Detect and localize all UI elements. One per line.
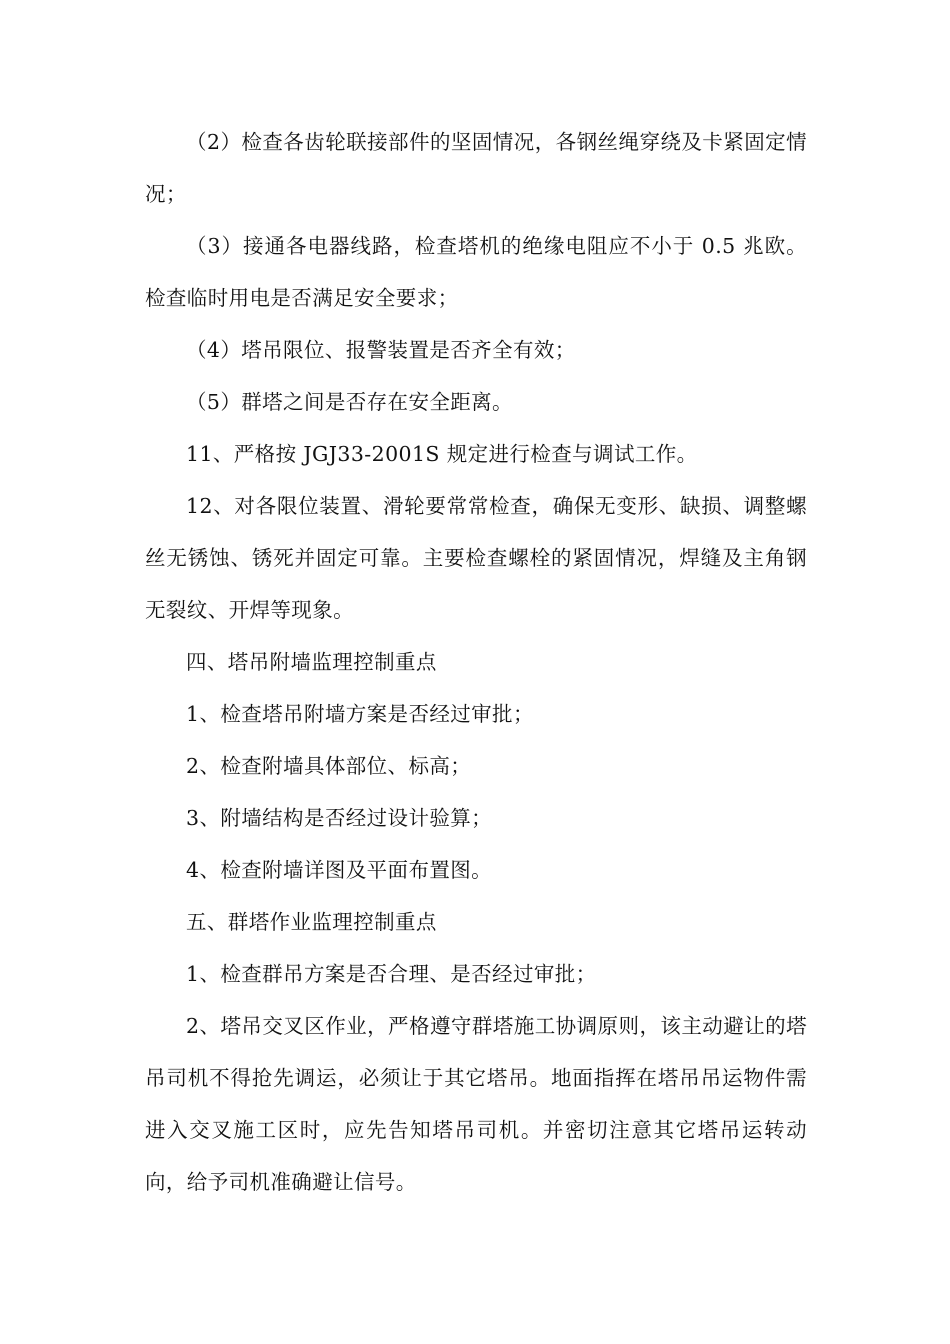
paragraph-wall-item-1: 1、检查塔吊附墙方案是否经过审批；	[186, 702, 534, 726]
paragraph-inspect-gear-connections: （2）检查各齿轮联接部件的坚固情况，各钢丝绳穿绕及卡紧固定情况；	[145, 130, 807, 206]
paragraph-wall-item-3: 3、附墙结构是否经过设计验算；	[186, 806, 493, 830]
document-body	[145, 116, 807, 1208]
paragraph-group-item-2: 2、塔吊交叉区作业，严格遵守群塔施工协调原则，该主动避让的塔吊司机不得抢先调运，必须让于其它塔吊。地面指挥在塔吊吊运物件需进入交叉施工区时，应先告知塔吊司机。并密切注意其它塔吊运转动向，给予司机准确避让信号。	[145, 1014, 807, 1194]
paragraph-item-12: 12、对各限位装置、滑轮要常常检查，确保无变形、缺损、调整螺丝无锈蚀、锈死并固定可靠。主要检查螺栓的紧固情况，焊缝及主角钢无裂纹、开焊等现象。	[145, 494, 807, 622]
paragraph-group-item-1: 1、检查群吊方案是否合理、是否经过审批；	[186, 962, 597, 986]
paragraph-item-11: 11、严格按 JGJ33-2001S 规定进行检查与调试工作。	[186, 442, 698, 466]
section-heading-group-tower: 五、群塔作业监理控制重点	[186, 910, 437, 934]
paragraph-limit-alarm-devices: （4）塔吊限位、报警装置是否齐全有效；	[186, 338, 576, 362]
paragraph-insulation-resistance: （3）接通各电器线路，检查塔机的绝缘电阻应不小于 0.5 兆欧。检查临时用电是否满足安全要求；	[145, 234, 807, 310]
paragraph-wall-item-4: 4、检查附墙详图及平面布置图。	[186, 858, 493, 882]
paragraph-wall-item-2: 2、检查附墙具体部位、标高；	[186, 754, 472, 778]
section-heading-wall-attachment: 四、塔吊附墙监理控制重点	[186, 650, 437, 674]
paragraph-safety-distance: （5）群塔之间是否存在安全距离。	[186, 390, 513, 414]
